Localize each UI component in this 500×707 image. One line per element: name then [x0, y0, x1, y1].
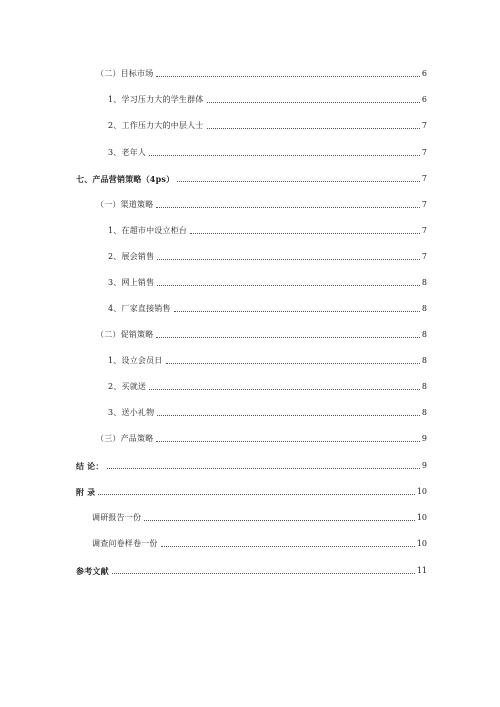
toc-entry-label: （二）目标市场 [96, 69, 154, 78]
toc-leader-dots [166, 363, 420, 364]
toc-entry[interactable] [76, 564, 427, 578]
toc-entry-page: 6 [421, 69, 427, 78]
toc-entry-label: 调研报告一份 [92, 513, 142, 522]
toc-leader-dots [207, 102, 420, 103]
toc-entry-page: 9 [421, 434, 427, 443]
toc-entry-page: 7 [421, 252, 427, 261]
toc-entry[interactable] [96, 328, 427, 342]
toc-entry-page: 7 [421, 148, 427, 157]
toc-entry[interactable] [108, 302, 427, 316]
toc-entry-page: 9 [421, 461, 427, 470]
toc-entry-page: 8 [421, 330, 427, 339]
toc-entry-label: 七、产品营销策略（4ps） [76, 174, 175, 184]
toc-entry[interactable] [108, 250, 427, 264]
toc-entry-page: 8 [421, 408, 427, 417]
toc-leader-dots [156, 76, 420, 77]
toc-entry[interactable] [92, 537, 427, 551]
toc-leader-dots [157, 415, 420, 416]
toc-leader-dots [174, 311, 420, 312]
toc-entry[interactable] [76, 172, 427, 186]
toc-entry-page: 8 [421, 304, 427, 313]
toc-entry-label: 参考文献 [76, 566, 109, 576]
toc-leader-dots [157, 285, 420, 286]
toc-leader-dots [156, 207, 420, 208]
toc-entry[interactable] [108, 406, 427, 420]
toc-entry-page: 8 [421, 382, 427, 391]
toc-entry-label: （一）渠道策略 [96, 200, 154, 209]
toc-leader-dots [156, 337, 420, 338]
toc-entry-page: 7 [421, 226, 427, 235]
toc-entry[interactable] [96, 67, 427, 81]
toc-entry-label: 附 录 [76, 487, 96, 497]
toc-leader-dots [190, 233, 420, 234]
toc-leader-dots [98, 494, 414, 495]
toc-leader-dots [149, 389, 420, 390]
toc-entry-page: 11 [416, 566, 427, 575]
toc-entry[interactable] [76, 459, 427, 473]
toc-entry-label: 3、老年人 [108, 148, 147, 157]
toc-leader-dots [107, 468, 420, 469]
toc-leader-dots [177, 181, 420, 182]
toc-entry-label: 1、学习压力大的学生群体 [108, 95, 204, 104]
toc-entry-page: 8 [421, 356, 427, 365]
toc-entry-page: 7 [421, 174, 427, 183]
toc-entry[interactable] [108, 224, 427, 238]
toc-entry-label: 调查问卷样卷一份 [92, 539, 158, 548]
toc-entry-label: 1、在超市中设立柜台 [108, 226, 188, 235]
toc-leader-dots [156, 441, 420, 442]
toc-entry-label: 4、厂家直接销售 [108, 304, 171, 313]
toc-entry-page: 10 [416, 539, 427, 548]
toc-entry-label: 2、买就送 [108, 382, 147, 391]
toc-entry-page: 8 [421, 278, 427, 287]
toc-leader-dots [157, 259, 420, 260]
toc-entry[interactable] [92, 511, 427, 525]
toc-leader-dots [161, 546, 415, 547]
toc-entry-label: 3、送小礼物 [108, 408, 155, 417]
toc-entry[interactable] [108, 354, 427, 368]
toc-entry-label: 2、展会销售 [108, 252, 155, 261]
toc-entry-page: 10 [416, 487, 427, 496]
toc-entry-label: 2、工作压力大的中层人士 [108, 121, 204, 130]
toc-leader-dots [207, 128, 420, 129]
toc-entry[interactable] [76, 485, 427, 499]
toc-entry-page: 10 [416, 513, 427, 522]
toc-entry-label: （三）产品策略 [96, 434, 154, 443]
toc-entry[interactable] [108, 119, 427, 133]
toc-entry[interactable] [108, 276, 427, 290]
toc-entry-label: （二）促销策略 [96, 330, 154, 339]
toc-entry[interactable] [108, 380, 427, 394]
toc-entry-page: 7 [421, 200, 427, 209]
toc-leader-dots [149, 155, 420, 156]
toc-entry[interactable] [108, 93, 427, 107]
toc-entry[interactable] [96, 432, 427, 446]
toc-entry-page: 7 [421, 121, 427, 130]
toc-leader-dots [144, 520, 415, 521]
toc-entry-label: 1、设立会员日 [108, 356, 163, 365]
toc-entry-label: 3、网上销售 [108, 278, 155, 287]
toc-entry-page: 6 [421, 95, 427, 104]
toc-entry[interactable] [96, 198, 427, 212]
toc-entry[interactable] [108, 146, 427, 160]
toc-entry-label: 结 论： [76, 461, 104, 471]
toc-leader-dots [112, 573, 415, 574]
